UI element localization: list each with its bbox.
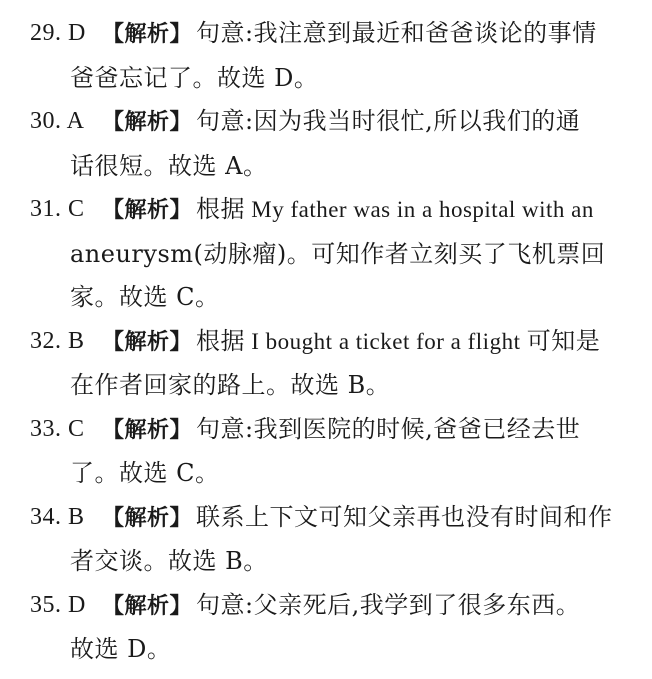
explanation-text: 可知是 [526,326,601,355]
explanation-line [44,188,634,233]
explanation-32 [30,320,634,408]
analysis-tag: 【解析】 [102,417,193,443]
explanation-continuation: 爸爸忘记了。故选 D。 [70,63,319,92]
question-number: 33. C [30,415,85,442]
explanation-34 [30,496,634,584]
explanation-line [44,408,634,453]
question-number: 30. A [30,108,85,134]
question-number: 35. D [30,591,86,618]
explanation-31 [30,188,634,320]
explanation-continuation: 家。故选 C。 [70,283,220,311]
explanation-continuation: 话很短。故选 A。 [70,151,268,180]
question-number: 34. B [30,503,85,530]
analysis-tag: 【解析】 [102,22,193,47]
explanation-30 [30,100,634,188]
explanation-line [44,320,634,365]
explanation-text: 句意:父亲死后,我学到了很多东西。 [196,590,581,619]
question-number: 31. C [30,196,85,222]
english-quote: I bought a ticket for a flight [245,328,527,354]
explanation-line [44,496,634,541]
explanation-continuation: 了。故选 C。 [70,459,220,487]
explanation-line [44,100,634,145]
analysis-tag: 【解析】 [102,329,193,355]
explanation-text: 根据 [196,326,246,355]
explanation-text: 联系上下文可知父亲再也没有时间和作 [196,502,613,531]
explanation-35 [30,584,634,672]
explanation-continuation: aneurysm(动脉瘤)。可知作者立刻买了飞机票回 [70,239,606,268]
analysis-tag: 【解析】 [102,505,193,531]
explanation-continuation: 者交谈。故选 B。 [70,547,268,575]
explanation-line [44,584,634,629]
explanation-29 [30,12,634,100]
question-number: 29. D [30,20,86,46]
question-number: 32. B [30,327,85,354]
explanation-text: 句意:因为我当时很忙,所以我们的通 [196,107,581,135]
explanation-continuation: 故选 D。 [70,635,172,663]
analysis-tag: 【解析】 [102,110,193,135]
explanation-continuation: 在作者回家的路上。故选 B。 [70,371,391,399]
analysis-tag: 【解析】 [102,198,193,223]
explanation-text: 句意:我到医院的时候,爸爸已经去世 [196,414,581,443]
explanation-line [44,12,634,57]
explanation-33 [30,408,634,496]
analysis-tag: 【解析】 [102,593,193,619]
explanation-text: 句意:我注意到最近和爸爸谈论的事情 [196,19,597,47]
explanation-text: 根据 [196,195,246,223]
english-quote: My father was in a hospital with an [245,197,594,222]
